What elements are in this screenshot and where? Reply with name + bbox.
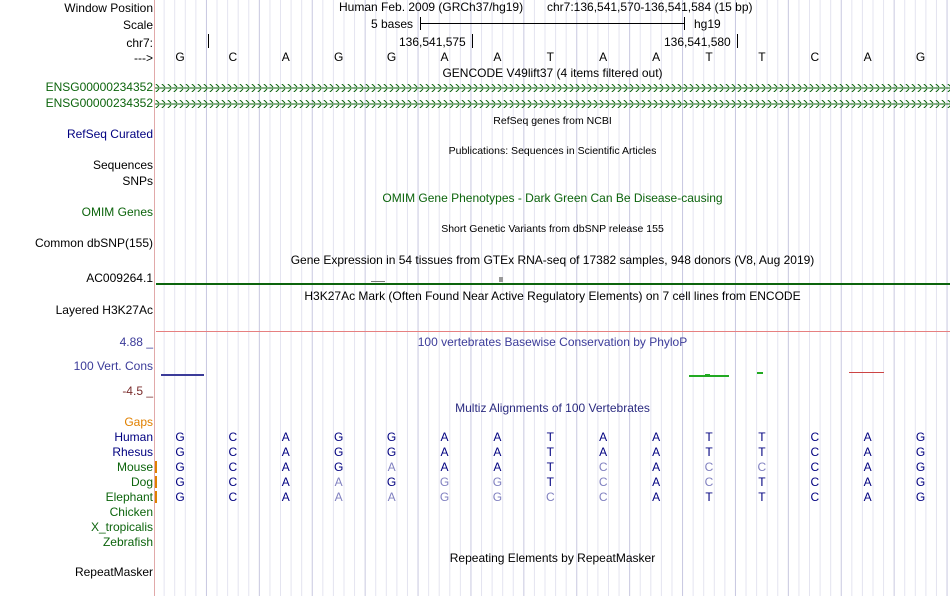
gap-marker: [155, 476, 157, 488]
aligned-base: A: [281, 475, 290, 489]
aligned-base: C: [228, 445, 238, 459]
aligned-base: A: [863, 445, 872, 459]
aligned-base: T: [705, 430, 713, 444]
dna-base: A: [652, 50, 661, 64]
aligned-base: A: [493, 445, 502, 459]
dna-base: G: [386, 50, 397, 64]
scale-label: Scale: [122, 18, 153, 32]
aligned-base: A: [387, 460, 396, 474]
dna-base: T: [546, 50, 554, 64]
phylop-bar-1: [161, 374, 204, 376]
aligned-base: A: [281, 445, 290, 459]
aligned-base: A: [652, 460, 661, 474]
aligned-base: C: [598, 490, 608, 504]
aligned-base: A: [387, 490, 396, 504]
aligned-base: A: [652, 475, 661, 489]
gtex-label[interactable]: AC009264.1: [86, 271, 153, 285]
aligned-base: A: [281, 490, 290, 504]
aligned-base: G: [492, 475, 503, 489]
aligned-base: G: [334, 430, 344, 444]
dna-base: T: [758, 50, 766, 64]
gap-marker: [155, 461, 157, 473]
aligned-base: A: [493, 430, 502, 444]
aligned-base: C: [810, 475, 820, 489]
species-label[interactable]: Elephant: [105, 490, 153, 504]
aligned-base: A: [334, 475, 343, 489]
aligned-base: C: [545, 490, 555, 504]
phylop-track-title[interactable]: 100 vertebrates Basewise Conservation by PhyloP: [417, 335, 688, 349]
refseq-label[interactable]: RefSeq Curated: [66, 127, 153, 141]
aligned-base: G: [915, 430, 926, 444]
species-label[interactable]: X_tropicalis: [90, 520, 153, 534]
aligned-base: A: [281, 460, 290, 474]
aligned-base: A: [599, 445, 608, 459]
gap-marker: [155, 491, 157, 503]
gaps-label[interactable]: Gaps: [124, 415, 153, 429]
aligned-base: G: [915, 460, 926, 474]
aligned-base: G: [334, 445, 344, 459]
dna-base: A: [440, 50, 449, 64]
repeatmasker-label[interactable]: RepeatMasker: [74, 565, 153, 579]
omim-track-title[interactable]: OMIM Gene Phenotypes - Dark Green Can Be Disease-causing: [382, 191, 723, 205]
aligned-base: C: [810, 460, 820, 474]
species-label[interactable]: Chicken: [109, 505, 153, 519]
scale-bar: [420, 17, 685, 31]
species-label[interactable]: Rhesus: [112, 445, 153, 459]
aligned-base: A: [599, 430, 608, 444]
aligned-base: C: [598, 475, 608, 489]
aligned-base: C: [810, 430, 820, 444]
aligned-base: C: [704, 460, 714, 474]
db-label: hg19: [694, 17, 721, 31]
gene-arrows[interactable]: [155, 80, 950, 110]
aligned-base: A: [652, 445, 661, 459]
aligned-base: A: [493, 460, 502, 474]
refseq-track-title[interactable]: RefSeq genes from NCBI: [493, 115, 612, 127]
gencode-track-title[interactable]: GENCODE V49lift37 (4 items filtered out): [442, 66, 663, 80]
dna-base: A: [863, 50, 872, 64]
aligned-base: A: [440, 445, 449, 459]
aligned-base: C: [810, 490, 820, 504]
aligned-base: T: [758, 445, 766, 459]
aligned-base: G: [439, 490, 450, 504]
species-label[interactable]: Mouse: [116, 460, 153, 474]
aligned-base: T: [546, 430, 554, 444]
dna-base: C: [228, 50, 238, 64]
aligned-base: A: [281, 430, 290, 444]
aligned-base: A: [863, 430, 872, 444]
aligned-base: G: [439, 475, 450, 489]
gtex-mark-1: [371, 281, 385, 282]
aligned-base: T: [705, 490, 713, 504]
aligned-base: G: [175, 445, 185, 459]
aligned-base: T: [758, 430, 766, 444]
aligned-base: C: [757, 460, 767, 474]
aligned-base: C: [704, 475, 714, 489]
dna-base: A: [599, 50, 608, 64]
aligned-base: T: [705, 445, 713, 459]
gtex-track-title[interactable]: Gene Expression in 54 tissues from GTEx RNA-seq of 17382 samples, 948 donors (V8, Aug 2019): [290, 253, 815, 267]
phylop-bar-4: [757, 372, 763, 374]
chr-label: chr7:: [126, 36, 153, 50]
window-position-label: Window Position: [64, 1, 153, 15]
dna-base: C: [810, 50, 820, 64]
dna-base: T: [705, 50, 713, 64]
aligned-base: G: [175, 490, 185, 504]
species-label[interactable]: Zebrafish: [102, 535, 153, 549]
assembly-label: Human Feb. 2009 (GRCh37/hg19): [339, 0, 524, 14]
snps-label[interactable]: SNPs: [122, 174, 153, 188]
aligned-base: G: [175, 430, 185, 444]
aligned-base: C: [810, 445, 820, 459]
h3k27ac-track-title[interactable]: H3K27Ac Mark (Often Found Near Active Regulatory Elements) on 7 cell lines from ENCODE: [304, 289, 801, 303]
aligned-base: A: [334, 490, 343, 504]
h3k27ac-label[interactable]: Layered H3K27Ac: [55, 303, 153, 317]
aligned-base: C: [228, 460, 238, 474]
repeatmasker-track-title[interactable]: Repeating Elements by RepeatMasker: [449, 551, 656, 565]
phylop-bar-5: [849, 372, 884, 373]
coord-label-2: 136,541,580: [664, 35, 731, 49]
ensg-label-1[interactable]: ENSG00000234352: [45, 80, 153, 94]
aligned-base: A: [652, 430, 661, 444]
sequences-label[interactable]: Sequences: [92, 158, 153, 172]
aligned-base: A: [863, 460, 872, 474]
aligned-base: G: [175, 475, 185, 489]
aligned-base: G: [915, 490, 926, 504]
species-label[interactable]: Human: [114, 430, 153, 444]
aligned-base: G: [915, 445, 926, 459]
coord-label-1: 136,541,575: [399, 35, 466, 49]
aligned-base: C: [228, 430, 238, 444]
dbsnp-track-title[interactable]: Short Genetic Variants from dbSNP release 155: [441, 223, 664, 235]
aligned-base: A: [440, 430, 449, 444]
multiz-track-title[interactable]: Multiz Alignments of 100 Vertebrates: [455, 401, 650, 415]
aligned-base: A: [863, 490, 872, 504]
strand-label: --->: [134, 51, 153, 65]
aligned-base: C: [228, 490, 238, 504]
aligned-base: G: [386, 430, 397, 444]
aligned-base: T: [758, 475, 766, 489]
dna-base: G: [915, 50, 926, 64]
aligned-base: C: [598, 460, 608, 474]
coord-tick-2: [737, 34, 738, 48]
scale-text: 5 bases: [371, 17, 414, 31]
coord-tick-1: [472, 34, 473, 48]
dna-base: G: [175, 50, 185, 64]
ensg-label-2[interactable]: ENSG00000234352: [45, 96, 153, 110]
phylop-max-label: 4.88 _: [119, 335, 153, 349]
omim-label[interactable]: OMIM Genes: [81, 205, 153, 219]
aligned-base: A: [652, 490, 661, 504]
pubs-track-title[interactable]: Publications: Sequences in Scientific Articles: [448, 145, 657, 157]
h3k27ac-signal: [156, 331, 950, 332]
position-readout[interactable]: chr7:136,541,570-136,541,584 (15 bp): [547, 0, 753, 14]
species-label[interactable]: Dog: [130, 475, 153, 489]
phylop-min-label: -4.5 _: [122, 384, 153, 398]
gtex-baseline: [156, 283, 950, 285]
chr-tick: [208, 34, 209, 48]
aligned-base: T: [546, 475, 554, 489]
phylop-bar-3: [705, 374, 710, 377]
aligned-base: G: [492, 490, 503, 504]
dbsnp-label[interactable]: Common dbSNP(155): [34, 236, 153, 250]
aligned-base: G: [334, 460, 344, 474]
dna-base: G: [334, 50, 344, 64]
aligned-base: G: [915, 475, 926, 489]
aligned-base: T: [546, 460, 554, 474]
aligned-base: C: [228, 475, 238, 489]
phylop-label[interactable]: 100 Vert. Cons: [73, 359, 153, 373]
aligned-base: A: [440, 460, 449, 474]
dna-base: A: [493, 50, 502, 64]
aligned-base: G: [386, 445, 397, 459]
dna-base: A: [281, 50, 290, 64]
aligned-base: G: [175, 460, 185, 474]
gtex-mark-2: [499, 277, 503, 282]
aligned-base: T: [758, 490, 766, 504]
aligned-base: T: [546, 445, 554, 459]
aligned-base: G: [386, 475, 397, 489]
aligned-base: A: [863, 475, 872, 489]
